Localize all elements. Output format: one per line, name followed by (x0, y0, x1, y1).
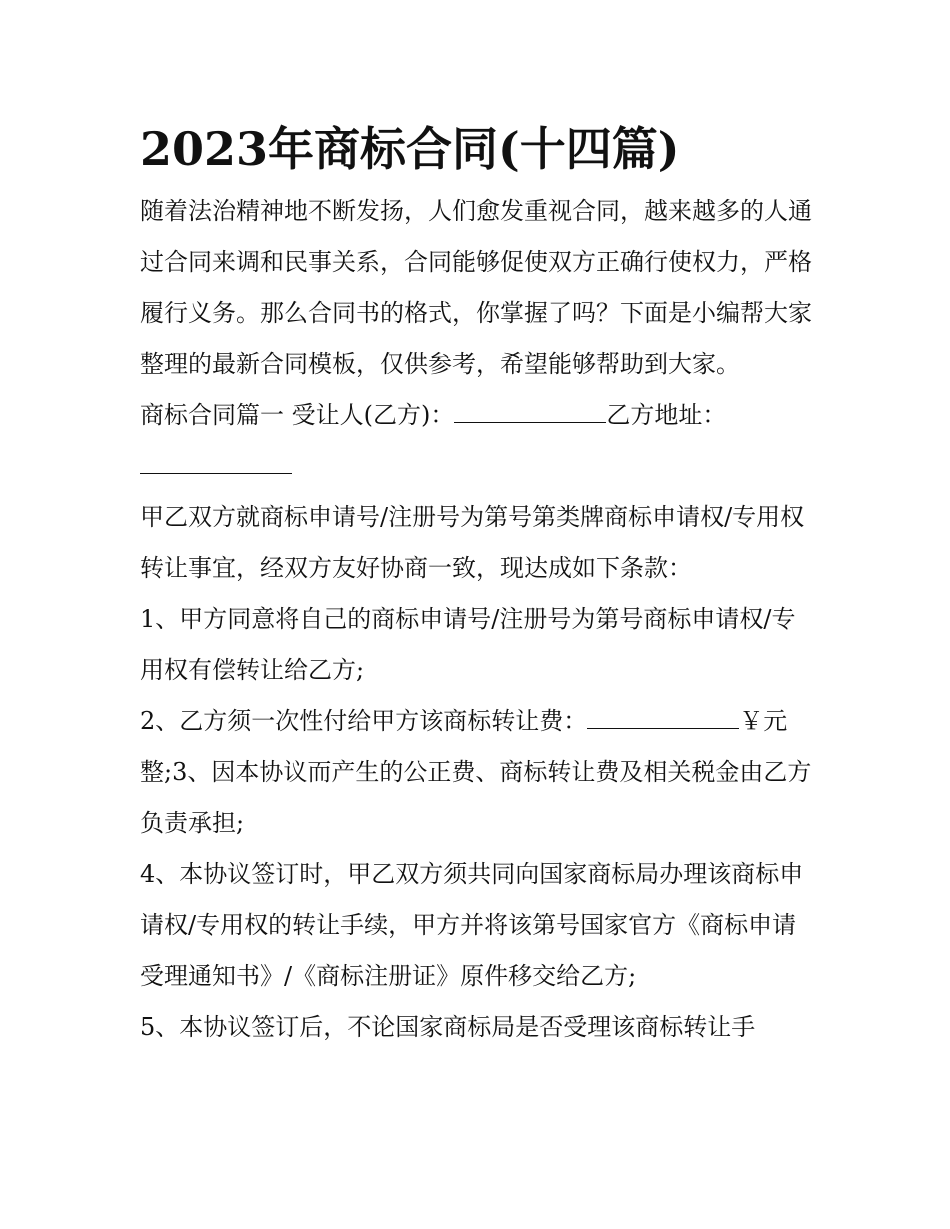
clause-1: 1、甲方同意将自己的商标申请号/注册号为第号商标申请权/专用权有偿转让给乙方; (140, 605, 796, 684)
clause-2-prefix: 2、乙方须一次性付给甲方该商标转让费： (140, 707, 588, 735)
preamble-paragraph: 甲乙双方就商标申请号/注册号为第号第类牌商标申请权/专用权转让事宜，经双方友好协商一致，现达成如下条款： (140, 503, 805, 582)
clause-4: 4、本协议签订时，甲乙双方须共同向国家商标局办理该商标申请权/专用权的转让手续，甲方并将该第号国家官方《商标申请受理通知书》/《商标注册证》原件移交给乙方; (140, 860, 804, 990)
assignee-address-blank (140, 443, 292, 474)
document-body (140, 118, 815, 1053)
intro-paragraph: 随着法治精神地不断发扬，人们愈发重视合同，越来越多的人通过合同来调和民事关系，合同能够促使双方正确行使权力，严格履行义务。那么合同书的格式，你掌握了吗？下面是小编帮大家整理的最新合同模板，仅供参考，希望能够帮助到大家。 (140, 197, 812, 378)
party-info-paragraph (140, 390, 815, 492)
transfer-fee-blank (587, 698, 739, 729)
assignee-name-blank (454, 392, 606, 423)
clause-2-suffix: ￥元整; (140, 707, 788, 786)
clause-5: 5、本协议签订后，不论国家商标局是否受理该商标转让手 (140, 1013, 756, 1041)
clause-3: 3、因本协议而产生的公正费、商标转让费及相关税金由乙方负责承担; (140, 758, 812, 837)
party-assignee-label: 商标合同篇一 受让人(乙方)： (140, 401, 455, 429)
party-address-label: 乙方地址： (606, 401, 727, 429)
clause-2-3 (140, 696, 815, 849)
document-title: 2023年商标合同(十四篇) (140, 122, 680, 176)
